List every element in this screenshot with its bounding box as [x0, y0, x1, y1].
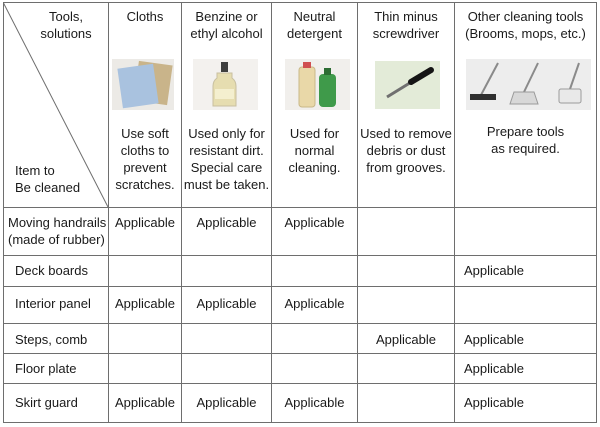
cloths-image: [112, 59, 174, 110]
column-header-detergent: Neutral detergent: [287, 9, 342, 41]
grid-line: [357, 2, 358, 423]
column-header-screwdriver: Thin minus screwdriver: [372, 9, 440, 41]
table-cell: Applicable: [464, 263, 524, 278]
grid-line: [3, 323, 597, 324]
table-cell: Applicable: [376, 332, 436, 347]
column-header-benzine: Benzine or ethyl alcohol: [190, 9, 263, 41]
table-cell: Applicable: [284, 215, 345, 230]
grid-line: [3, 383, 597, 384]
note-benzine: Used only for resistant dirt. Special care must be taken.: [183, 126, 270, 192]
column-header-other-tools: Other cleaning tools (Brooms, mops, etc.): [465, 9, 586, 41]
grid-line: [181, 2, 182, 423]
row-item-handrails: Moving handrails (made of rubber): [8, 215, 107, 247]
row-item-steps-comb: Steps, comb: [15, 332, 88, 347]
row-item-interior-panel: Interior panel: [15, 296, 91, 311]
corner-tools-label: Tools, solutions: [40, 9, 92, 41]
solvent-bottle-image: [193, 59, 258, 110]
table-cell: Applicable: [464, 395, 524, 410]
grid-line: [3, 422, 597, 423]
note-other-tools: Prepare tools as required.: [486, 124, 565, 156]
note-detergent: Used for normal cleaning.: [288, 126, 341, 175]
screwdriver-image: [375, 61, 440, 109]
grid-line: [596, 2, 597, 423]
table-cell: Applicable: [464, 361, 524, 376]
corner-item-label: Item to Be cleaned: [15, 163, 81, 195]
cleaning-tools-table: [3, 2, 597, 423]
table-cell: Applicable: [196, 395, 257, 410]
note-screwdriver: Used to remove debris or dust from grooves.: [360, 126, 452, 175]
column-header-cloths: Cloths: [126, 9, 164, 24]
table-cell: Applicable: [196, 215, 257, 230]
grid-line: [271, 2, 272, 423]
table-cell: Applicable: [284, 296, 345, 311]
row-item-floor-plate: Floor plate: [15, 361, 77, 376]
grid-line: [3, 286, 597, 287]
detergent-bottles-image: [285, 59, 350, 110]
grid-line: [3, 255, 597, 256]
table-cell: Applicable: [115, 395, 175, 410]
table-cell: Applicable: [115, 215, 175, 230]
table-cell: Applicable: [196, 296, 257, 311]
table-cell: Applicable: [284, 395, 345, 410]
row-item-deck-boards: Deck boards: [15, 263, 88, 278]
table-cell: Applicable: [464, 332, 524, 347]
note-cloths: Use soft cloths to prevent scratches.: [115, 126, 175, 192]
brooms-mops-image: [466, 59, 591, 110]
row-item-skirt-guard: Skirt guard: [15, 395, 78, 410]
grid-line: [3, 353, 597, 354]
table-cell: Applicable: [115, 296, 175, 311]
